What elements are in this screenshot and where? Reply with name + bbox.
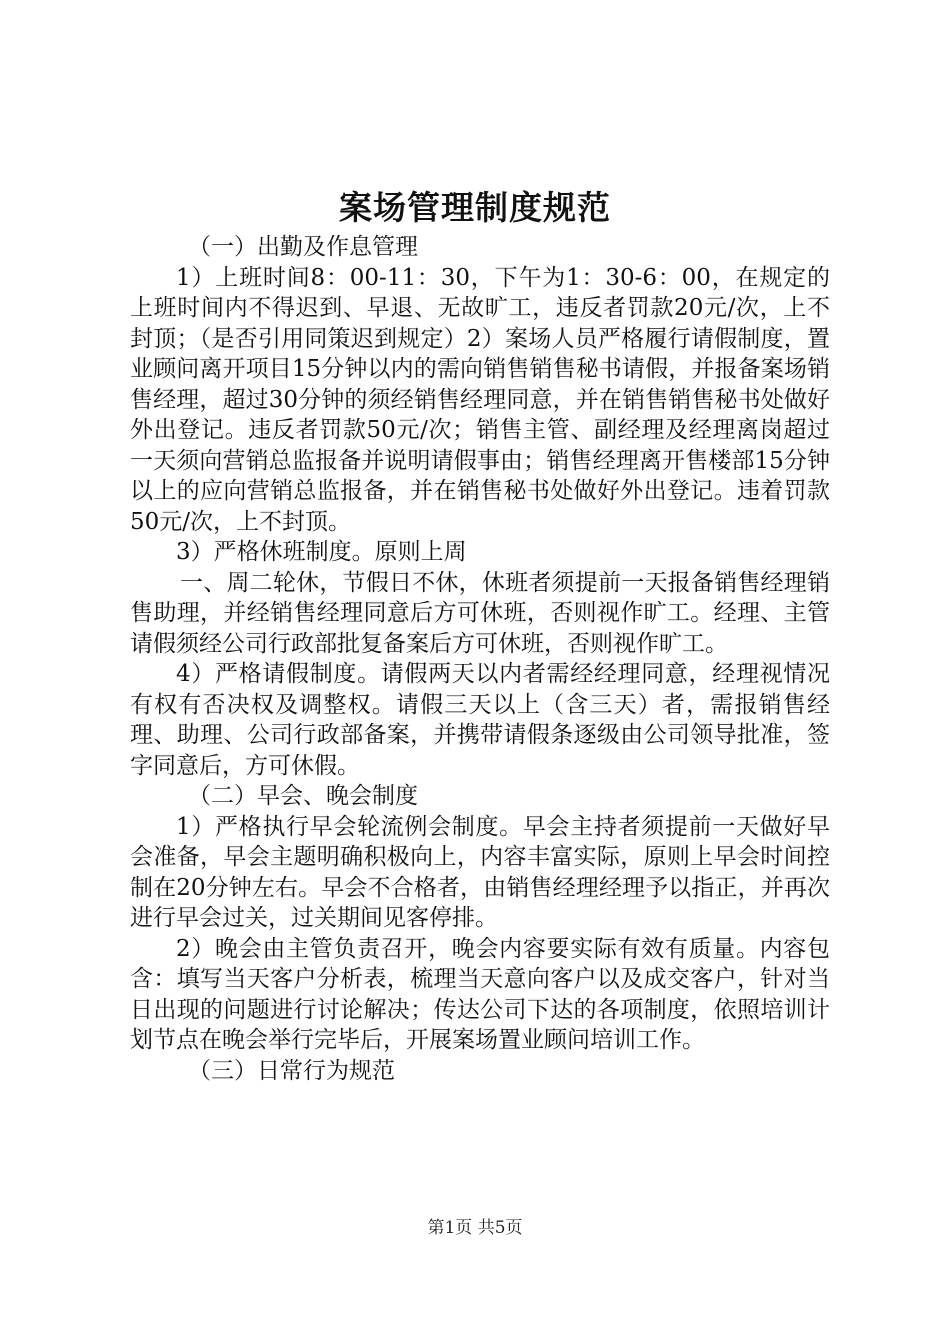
paragraph-leave-system: 4）严格请假制度。请假两天以内者需经经理同意，经理视情况有权有否决权及调整权。请假三天以上（含三天）者，需报销售经理、助理、公司行政部备案，并携带请假条逐级由公司领导批准，签字同意后，方可休假。 xyxy=(130,661,830,779)
paragraph-rest-system: 3）严格休班制度。原则上周 xyxy=(176,539,467,565)
paragraph-morning-meeting: 1）严格执行早会轮流例会制度。早会主持者须提前一天做好早会准备，早会主题明确积极向上，内容丰富实际，原则上早会时间控制在20分钟左右。早会不合格者，由销售经理经理予以指正，并再次进行早会过关，过关期间见客停排。 xyxy=(130,813,830,931)
page-footer: 第1页 共5页 xyxy=(427,1218,523,1238)
paragraph-work-hours: 1）上班时间8：00-11：30，下午为1：30-6：00，在规定的上班时间内不得迟到、早退、无故旷工，违反者罚款20元/次，上不封顶；（是否引用同策迟到规定）2）案场人员严格履行请假制度，置业顾问离开项目15分钟以内的需向销售销售秘书请假，并报备案场销售经理，超过30分钟的须经销售经理同意，并在销售销售秘书处做好外出登记。违反者罚款50元/次；销售主管、副经理及经理离岗超过一天须向营销总监报备并说明请假事由；销售经理离开售楼部15分钟以上的应向营销总监报备，并在销售秘书处做好外出登记。违着罚款50元/次，上不封顶。 xyxy=(130,264,830,535)
paragraph-rotation: 一、周二轮休，节假日不休，休班者须提前一天报备销售经理销售助理，并经销售经理同意后方可休班，否则视作旷工。经理、主管请假须经公司行政部批复备案后方可休班，否则视作旷工。 xyxy=(130,569,830,657)
document-body xyxy=(130,232,830,1086)
section-heading-meetings: （二）早会、晚会制度 xyxy=(188,783,418,809)
document-title: 案场管理制度规范 xyxy=(339,188,611,227)
section-heading-conduct: （三）日常行为规范 xyxy=(188,1057,395,1084)
section-heading-attendance: （一）出勤及作息管理 xyxy=(188,234,418,260)
paragraph-evening-meeting: 2）晚会由主管负责召开，晚会内容要实际有效有质量。内容包含：填写当天客户分析表，梳理当天意向客户以及成交客户，针对当日出现的问题进行讨论解决；传达公司下达的各项制度，依照培训计划节点在晚会举行完毕后，开展案场置业顾问培训工作。 xyxy=(130,935,830,1053)
